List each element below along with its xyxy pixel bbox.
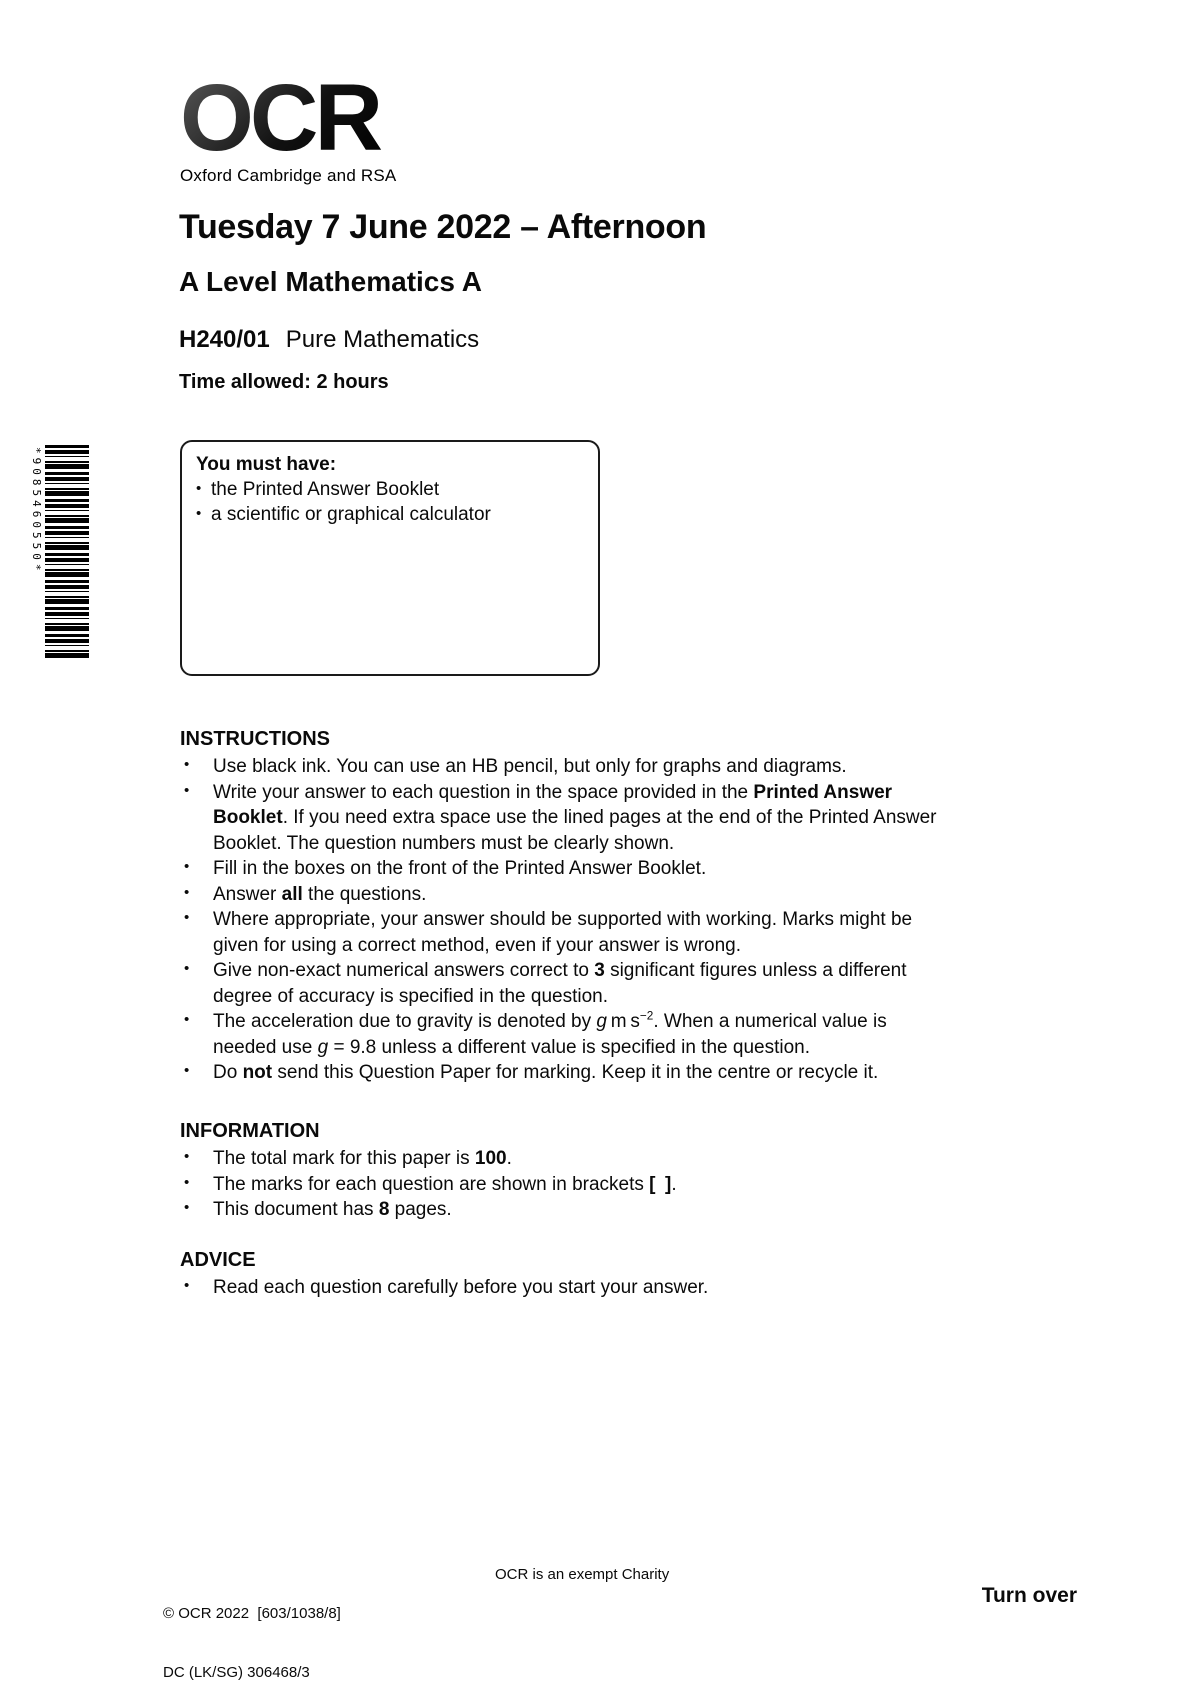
instruction-item [180, 856, 1028, 882]
information-item [180, 1172, 1028, 1198]
information-heading: INFORMATION [180, 1120, 320, 1142]
instruction-item [180, 780, 1028, 857]
information-text: The total mark for this paper is 100. [213, 1148, 512, 1169]
footer-imprint [163, 1565, 341, 1684]
bullet-icon: • [184, 909, 190, 926]
exam-date-title: Tuesday 7 June 2022 – Afternoon [179, 208, 707, 246]
instruction-item [180, 1009, 1028, 1060]
must-have-item-label: a scientific or graphical calculator [211, 504, 491, 525]
footer-turn-over: Turn over [981, 1584, 1077, 1607]
paper-line [179, 326, 479, 354]
information-item [180, 1197, 1028, 1223]
instruction-item [180, 907, 1028, 958]
ocr-logo [180, 65, 397, 186]
information-item [180, 1146, 1028, 1172]
instructions-heading: INSTRUCTIONS [180, 728, 330, 750]
advice-section [180, 1247, 1028, 1301]
instruction-item [180, 882, 1028, 908]
information-text: The marks for each question are shown in brackets [ ]. [213, 1173, 677, 1195]
advice-list [180, 1275, 1028, 1301]
instruction-text: The acceleration due to gravity is denoted by g m $s^{-2}$. When a numerical value is needed use g = 9.8 unless a different value is specified in the question. [213, 1009, 887, 1058]
paper-title: Pure Mathematics [285, 326, 480, 353]
instruction-item [180, 754, 1028, 780]
information-section [180, 1118, 1028, 1223]
instruction-text: Where appropriate, your answer should be supported with working. Marks might be given for using a correct method, even if your answer is wrong. [213, 909, 913, 956]
instruction-text: Do not send this Question Paper for marking. Keep it in the centre or recycle it. [213, 1062, 879, 1083]
information-text: This document has 8 pages. [213, 1199, 452, 1220]
must-have-box [180, 440, 600, 676]
instructions-section [180, 726, 1028, 1086]
must-have-heading: You must have: [196, 454, 337, 475]
bullet-icon: • [184, 1062, 190, 1079]
bullet-icon: • [184, 781, 190, 799]
must-have-item [196, 477, 584, 502]
instruction-text: Answer all the questions. [213, 883, 427, 905]
ocr-logo-tagline: Oxford Cambridge and RSA [180, 166, 397, 185]
instruction-text: Use black ink. You can use an HB pencil, but only for graphs and diagrams. [213, 756, 847, 777]
must-have-list [196, 477, 584, 527]
qualification-title: A Level Mathematics A [179, 266, 482, 297]
instruction-item [180, 1060, 1028, 1086]
bullet-icon: • [184, 1011, 190, 1028]
advice-item [180, 1275, 1028, 1301]
time-allowed: Time allowed: 2 hours [179, 371, 389, 393]
bullet-icon: • [196, 480, 202, 497]
barcode-bars-icon [45, 445, 89, 659]
footer-dc-code: DC (LK/SG) 306468/3 [163, 1663, 310, 1681]
bullet-icon: • [184, 883, 190, 901]
bullet-icon: • [184, 1199, 190, 1216]
instruction-item [180, 958, 1028, 1009]
bullet-icon: • [184, 1173, 190, 1191]
ocr-logo-text: OCR [180, 80, 396, 156]
bullet-icon: • [196, 505, 202, 522]
instruction-text: Write your answer to each question in the space provided in the Printed Answer Booklet. If you need extra space use the lined pages at the end of the Printed Answer Booklet. The question numbers must be clearly shown. [213, 781, 937, 854]
information-list [180, 1146, 1028, 1223]
bullet-icon: • [184, 756, 190, 773]
footer-copyright: © OCR 2022 [603/1038/8] [163, 1605, 341, 1622]
advice-heading: ADVICE [180, 1249, 256, 1271]
instruction-text: Give non-exact numerical answers correct to 3 significant figures unless a different degree of accuracy is specified in the question. [213, 960, 907, 1007]
must-have-item [196, 502, 584, 527]
must-have-item-label: the Printed Answer Booklet [211, 479, 440, 500]
bullet-icon: • [184, 858, 190, 875]
candidate-barcode [30, 445, 89, 659]
footer-charity: OCR is an exempt Charity [495, 1566, 670, 1583]
bullet-icon: • [184, 1148, 190, 1165]
instruction-text: Fill in the boxes on the front of the Printed Answer Booklet. [213, 858, 707, 879]
paper-code: H240/01 [179, 326, 270, 353]
instructions-list [180, 754, 1028, 1086]
advice-text: Read each question carefully before you start your answer. [213, 1277, 709, 1298]
barcode-digits: *9085460550* [30, 447, 43, 575]
bullet-icon: • [184, 960, 190, 977]
bullet-icon: • [184, 1277, 190, 1294]
